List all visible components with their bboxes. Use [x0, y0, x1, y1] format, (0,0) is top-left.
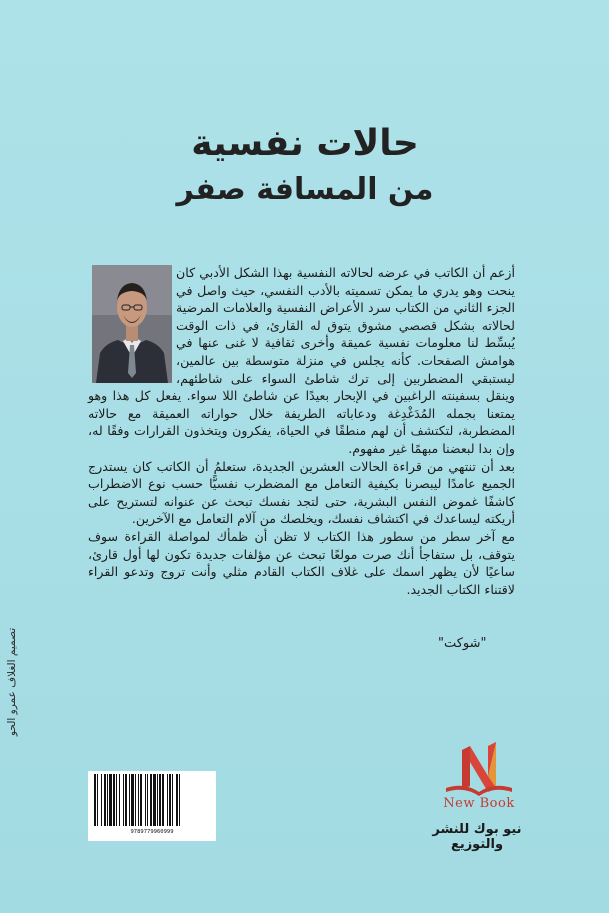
barcode-bar	[172, 774, 173, 826]
paragraph-1: أزعم أن الكاتب في عرضه لحالاته النفسية بهذا الشكل الأدبي كان ينحت وهو يدري ما يمكن تسميته بالأدب النفسي، حيث واصل في الجزء الثاني من الكتاب سرد الأعراض النفسية والعلامات المرضية لحالاته بشكل قصصي مشوق يتوق له القارئ، في ذات الوقت يُبسِّط لنا معلومات نفسية عميقة وأخرى ثقافية لا غنى عنها في هوامش الصفحات. كأنه يجلس في منزلة متوسطة بين عالمين، ليستبقي المضطربين إلى ترك شاطئ السواء على شاطئهم، وينقل بسفينته الراغبين في الإبحار بعيدًا عن شاطئ اللا سواء. يفعل كل هذا وهو يمتعنا بجمله المُدَغْدِغة ودعاباته الطريفة خلال حواراته العميقة مع حالاته المضطربة، لتكتشف أن لهم منطقًا في الحياة، يفكرون ويتخذون القرارات وفقًا له، وإن بدا لبعضنا مبهمًا غير مفهوم.	[88, 265, 515, 456]
barcode-bar	[119, 774, 120, 826]
barcode-bar	[162, 774, 164, 826]
barcode-bar	[131, 774, 134, 826]
barcode-bar	[153, 774, 156, 826]
barcode-bar	[157, 774, 158, 826]
barcode-bar	[113, 774, 115, 826]
barcode-bar	[94, 774, 96, 826]
title-line-2: من المسافة صفر	[176, 172, 434, 207]
barcode-bar	[135, 774, 136, 826]
barcode-icon	[88, 771, 216, 829]
publisher-logo	[424, 740, 534, 860]
barcode-bar	[116, 774, 117, 826]
title-line-1: حالات نفسية	[191, 123, 419, 164]
barcode-bar	[179, 774, 180, 826]
barcode-bar	[138, 774, 139, 826]
paragraph-2: بعد أن تنتهي من قراءة الحالات العشرين الجديدة، ستعلمُ أن الكاتب كان يستدرج الجميع عامدًا ليبصرنا بكيفية التعامل مع المضطرب نفسيًّا حسب نوع الاضطراب كاشفًا غموض النفس البشرية، حتى لتجد نفسك تبحث عن عنوانه لتستريح على أريكته ليساعدك في اكتشاف نفسك، ويخلصك من آلام التعامل مع الآخرين.	[88, 458, 515, 527]
barcode-bar	[169, 774, 171, 826]
barcode-bar	[101, 774, 102, 826]
barcode-bar	[104, 774, 106, 826]
signature: "شوكت"	[438, 636, 487, 651]
back-cover-text	[88, 264, 515, 598]
portrait-spacer	[88, 264, 176, 384]
barcode-bar	[147, 774, 148, 826]
barcode-bar	[109, 774, 112, 826]
publisher-name: نيو بوك للنشر والتوزيع	[432, 822, 522, 852]
barcode-bar	[129, 774, 130, 826]
barcode-bar	[97, 774, 98, 826]
book-title	[140, 120, 470, 212]
paragraph-3: مع آخر سطر من سطور هذا الكتاب لا تظن أن ظمأك لمواصلة القراءة سوف يتوقف، بل ستفاجأ أنك صرت مولعًا تبحث عن مؤلفات جديدة تكون لها أول قارئ، ساعيًا لأن يظهر اسمك على غلاف الكتاب القادم مثلي وأنت تروج وتدعو القراء لاقتناء الكتاب الجديد.	[88, 528, 515, 597]
barcode-bar	[123, 774, 124, 826]
book-n-logo-icon	[424, 740, 534, 800]
barcode-bar	[176, 774, 178, 826]
barcode-bar	[159, 774, 161, 826]
barcode-bar	[107, 774, 108, 826]
barcode-bar	[150, 774, 152, 826]
barcode-bar	[140, 774, 142, 826]
barcode-bar	[167, 774, 168, 826]
publisher-logo-text: New Book	[443, 796, 515, 811]
isbn-number: 9789779960999	[130, 829, 174, 835]
cover-design-credit: تصميم الغلاف عمرو الحو	[6, 628, 18, 737]
barcode	[88, 771, 216, 841]
barcode-bar	[145, 774, 146, 826]
barcode-bar	[125, 774, 127, 826]
